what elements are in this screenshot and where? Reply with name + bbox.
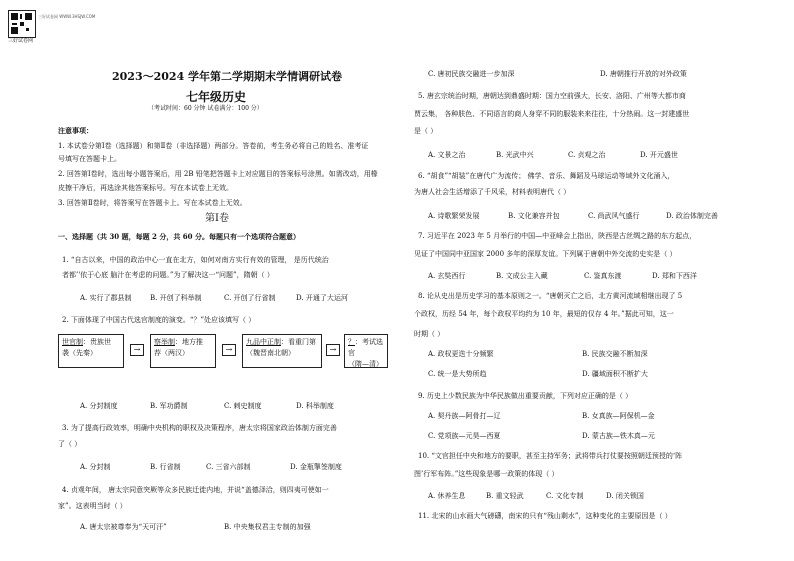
q5-stem-line: 5. 唐玄宗统治时期，唐朝达到鼎盛时期：国力空前强大，长安、洛阳、广州等大都市商 (418, 92, 686, 100)
q5-stem-line: 贾云集， 各种肤色、不同语言的商人身穿不同的服装来来往往，十分热闹。这一封建盛世 (414, 110, 690, 118)
q3-stem-line: 3. 为了提高行政效率，明确中央机构的职权及决策程序，唐太宗将国家政治体制方面完善 (62, 424, 337, 432)
q4-option-d[interactable]: D. 唐朝推行开放的对外政策 (600, 70, 687, 78)
q10-stem-line: 图’行军布阵。”这些现象是哪一政策的体现（ ） (414, 470, 559, 478)
q7-option-b[interactable]: B. 文成公主入藏 (496, 272, 548, 280)
note-line: 2. 回答第Ⅰ卷时，选出每小题答案后，用 2B 铅笔把答题卡上对应题目的答案标号涂黑。如需改动，用橡 (58, 170, 378, 178)
flow-box-3: 九品中正制：看重门第 （魏晋南北朝） (242, 334, 322, 368)
q9-stem: 9. 历史上少数民族为中华民族做出重要贡献，下列对应正确的是（ ） (418, 392, 633, 400)
q5-option-b[interactable]: B. 光武中兴 (496, 151, 534, 159)
q9-option-b[interactable]: B. 女真族—阿保机—金 (582, 412, 655, 420)
q10-option-b[interactable]: B. 重文轻武 (486, 492, 524, 500)
q2-flow-diagram (58, 334, 388, 370)
q2-option-b[interactable]: B. 军功爵制 (150, 402, 188, 410)
q2-stem: 2. 下面体现了中国古代选官制度的演变。“？”处应该填写（ ） (62, 316, 256, 324)
q7-option-d[interactable]: D. 郑和下西洋 (652, 272, 697, 280)
q4-option-a[interactable]: A. 唐太宗被尊奉为“天可汗” (80, 523, 167, 531)
q10-option-c[interactable]: C. 文化专制 (546, 492, 584, 500)
q10-option-d[interactable]: D. 闭关锁国 (606, 492, 644, 500)
exam-subject: 七年级历史 (186, 90, 247, 104)
note-line: 1. 本试卷分第Ⅰ卷（选择题）和第Ⅱ卷（非选择题）两部分。答卷前，考生务必将自己的姓名、准考证 (58, 142, 369, 150)
q7-option-c[interactable]: C. 鉴真东渡 (584, 272, 622, 280)
q5-stem-line: 是（ ） (414, 127, 438, 135)
q10-option-a[interactable]: A. 休养生息 (428, 492, 466, 500)
q8-stem-line: 个政权，历经 54 年，每个政权平均约为 10 年，最短的仅存 4 年。”据此可知，这一 (414, 310, 674, 318)
flow-arrow-icon: → (130, 344, 144, 356)
q4-stem-line: 家”。这表明当时（ ） (58, 502, 127, 510)
q5-option-a[interactable]: A. 文景之治 (428, 151, 466, 159)
q6-option-d[interactable]: D. 政治体制完善 (666, 212, 718, 220)
note-line: 号填写在答题卡上。 (58, 155, 121, 163)
q9-option-c[interactable]: C. 党项族—元昊—西夏 (428, 432, 501, 440)
flow-box-1: 世官制：贵族世 袭（先秦） (58, 334, 124, 368)
q7-stem-line: 7. 习近平在 2023 年 5 月举行的中国—中亚峰会上指出，陕西是古丝绸之路的东方起点， (418, 232, 697, 240)
flow-box-4: ？：考试选官 （隋—清） (344, 334, 388, 368)
q5-option-d[interactable]: D. 开元盛世 (640, 151, 678, 159)
q6-option-a[interactable]: A. 诗歌繁荣发展 (428, 212, 480, 220)
note-line: 皮擦干净后，再选涂其他答案标号。写在本试卷上无效。 (58, 184, 233, 192)
brand-label: 三好试卷网 (8, 38, 34, 44)
note-line: 3. 回答第Ⅱ卷时，将答案写在答题卡上。写在本试卷上无效。 (58, 199, 247, 207)
q8-stem-line: 时期（ ） (414, 330, 445, 338)
q4-option-b[interactable]: B. 中央集权君主专制的加强 (224, 523, 311, 531)
q1-option-c[interactable]: C. 开创了行省制 (224, 294, 276, 302)
section-title: 第Ⅰ卷 (205, 213, 229, 224)
q1-stem-line: 者都’'依于心底 脑汁在考虑的问题。”为了解决这一“问题”，隋朝（ ） (62, 271, 274, 279)
q7-option-a[interactable]: A. 玄奘西行 (428, 272, 466, 280)
site-watermark: 三好试卷网 WWW.3HSJW.COM (38, 14, 96, 19)
exam-title: 2023～2024 学年第二学期期末学情调研试卷 (112, 70, 343, 83)
q1-option-b[interactable]: B. 开创了科举制 (150, 294, 202, 302)
q3-option-c[interactable]: C. 三省六部制 (206, 463, 251, 471)
q8-option-b[interactable]: B. 民族交融不断加深 (582, 350, 648, 358)
q1-option-a[interactable]: A. 实行了郡县制 (80, 294, 132, 302)
q1-option-d[interactable]: D. 开通了大运河 (296, 294, 348, 302)
q10-stem-line: 10. “文官担任中央和地方的要职，甚至主持军务；武将带兵打仗要按照朝廷预授的‘阵 (418, 452, 683, 460)
section-instruction: 一、选择题（共 30 题，每题 2 分，共 60 分。每题只有一个选项符合题意） (58, 232, 300, 241)
q6-option-c[interactable]: C. 尚武风气盛行 (588, 212, 640, 220)
q1-stem-line: 1. “自古以来，中国的政治中心一直在北方，如何对南方实行有效的管理， 是历代统治 (62, 256, 329, 264)
q6-stem-line: 为唐人社会生活增添了千风采，材料表明唐代（ ） (414, 188, 571, 196)
flow-arrow-icon: → (222, 344, 236, 356)
notes-heading: 注意事项： (58, 126, 93, 135)
q11-stem: 11. 北宋的山水画大气磅礴，南宋的只有“残山剩水”，这种变化的主要原因是（ ） (418, 512, 672, 520)
q3-option-b[interactable]: B. 行省制 (150, 463, 181, 471)
q6-option-b[interactable]: B. 文化兼容并包 (508, 212, 560, 220)
q8-option-d[interactable]: D. 疆域面积不断扩大 (582, 370, 648, 378)
q6-stem-line: 6. “胡食”“胡装”在唐代广为流传； 佛学、音乐、舞蹈及马球运动等域外文化涌入， (418, 172, 675, 180)
q3-option-d[interactable]: D. 金瓶掣签制度 (290, 463, 342, 471)
flow-box-2: 察举制：地方推 荐（两汉） (150, 334, 216, 368)
q8-option-c[interactable]: C. 统一是大势所趋 (428, 370, 487, 378)
q4-stem-line: 4. 贞观年间， 唐太宗同意突厥等众多民族迁徙内地，并说“盖德泽洽，则四夷可使如一 (62, 486, 329, 494)
q8-option-a[interactable]: A. 政权更迭十分频繁 (428, 350, 494, 358)
q5-option-c[interactable]: C. 贞观之治 (568, 151, 606, 159)
q2-option-c[interactable]: C. 刺史制度 (224, 402, 262, 410)
q3-option-a[interactable]: A. 分封制 (80, 463, 111, 471)
q3-stem-line: 了（ ） (58, 440, 82, 448)
q9-option-d[interactable]: D. 蒙古族—铁木真—元 (582, 432, 655, 440)
q9-option-a[interactable]: A. 契丹族—阿骨打—辽 (428, 412, 501, 420)
qr-code-icon (8, 10, 36, 38)
q7-stem-line: 见证了中国同中亚国家 2000 多年的深厚友谊。下列属于唐朝中外交流的史实是（ ） (414, 250, 677, 258)
exam-info: （考试时间：60 分钟 试卷满分：100 分） (148, 105, 263, 112)
flow-arrow-icon: → (326, 344, 340, 356)
q2-option-d[interactable]: D. 科举制度 (296, 402, 334, 410)
q4-option-c[interactable]: C. 唐初民族交融进一步加深 (428, 70, 515, 78)
q2-option-a[interactable]: A. 分封制度 (80, 402, 118, 410)
q8-stem-line: 8. 论从史出是历史学习的基本原则之一。“唐朝灭亡之后，北方黄河流域相继出现了 5 (418, 292, 683, 300)
